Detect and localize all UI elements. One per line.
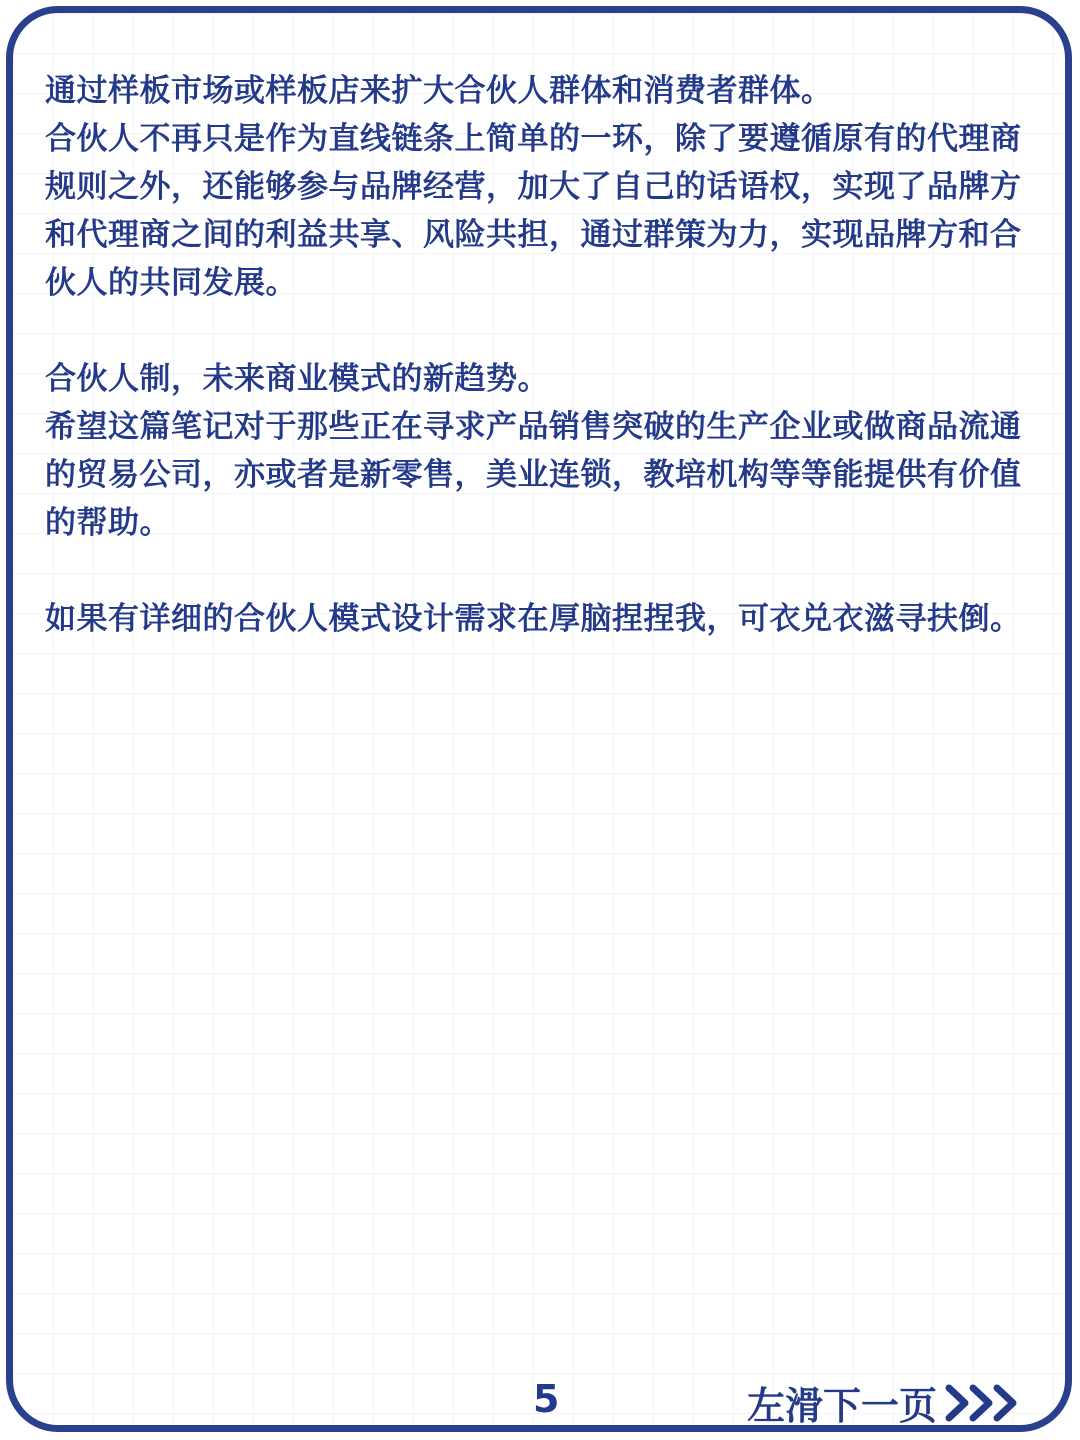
paragraph-line: 合伙人制，未来商业模式的新趋势。 (45, 361, 549, 397)
page-number: 5 (533, 1377, 560, 1421)
note-body (45, 67, 1047, 691)
paragraph-line: 合伙人不再只是作为直线链条上简单的一环，除了要遵循原有的代理商规则之外，还能够参与品牌经营，加大了自己的话语权，实现了品牌方和代理商之间的利益共享、风险共担，通过群策为力，实现品牌方和合伙人的共同发展。 (45, 121, 1022, 301)
paragraph-line: 如果有详细的合伙人模式设计需求在厚脑捏捏我，可衣兑衣滋寻扶倒。 (45, 601, 1022, 637)
paragraph-2 (45, 355, 1047, 547)
paragraph-line: 通过样板市场或样板店来扩大合伙人群体和消费者群体。 (45, 73, 833, 109)
triple-chevron-right-icon (945, 1383, 1023, 1423)
paragraph-line: 希望这篇笔记对于那些正在寻求产品销售突破的生产企业或做商品流通的贸易公司，亦或者是新零售，美业连锁，教培机构等等能提供有价值的帮助。 (45, 409, 1022, 541)
next-page-label: 左滑下一页 (746, 1384, 937, 1428)
paragraph-3 (45, 595, 1047, 643)
paragraph-1 (45, 67, 1047, 307)
note-card (6, 6, 1072, 1432)
next-page-button[interactable] (747, 1375, 1023, 1430)
